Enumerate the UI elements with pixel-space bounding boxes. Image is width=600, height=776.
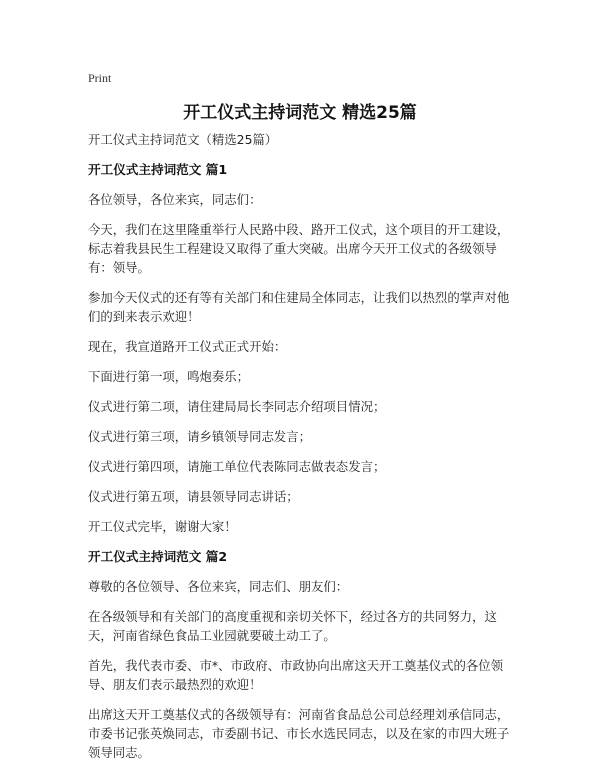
- paragraph: 出席这天开工奠基仪式的各级领导有：河南省食品总公司总经理刘承信同志，市委书记张英焕同志，市委副书记、市长水选民同志，以及在家的市四大班子领导同志。: [88, 707, 510, 760]
- section-2-heading: 开工仪式主持词范文 篇2: [88, 549, 228, 564]
- paragraph: 现在，我宣道路开工仪式正式开始：: [88, 339, 287, 354]
- document-title: 开工仪式主持词范文 精选25篇: [183, 103, 417, 123]
- paragraph: 在各级领导和有关部门的高度重视和亲切关怀下，经过各方的共同努力，这天，河南省绿色食品工业园就要破土动工了。: [88, 609, 497, 643]
- paragraph: 仪式进行第五项，请县领导同志讲话；: [88, 489, 299, 504]
- document-body: [88, 130, 520, 773]
- paragraph: 仪式进行第四项，请施工单位代表陈同志做表态发言；: [88, 459, 386, 474]
- print-link[interactable]: Print: [88, 71, 112, 85]
- subtitle: 开工仪式主持词范文（精选25篇）: [88, 132, 278, 147]
- paragraph: 仪式进行第二项，请住建局局长李同志介绍项目情况；: [88, 399, 386, 414]
- paragraph: 首先，我代表市委、市*、市政府、市政协向出席这天开工奠基仪式的各位领导、朋友们表示最热烈的欢迎！: [88, 658, 504, 692]
- paragraph: 各位领导，各位来宾，同志们：: [88, 192, 262, 207]
- paragraph: 尊敬的各位领导、各位来宾，同志们、朋友们：: [88, 579, 349, 594]
- paragraph: 下面进行第一项，鸣炮奏乐；: [88, 369, 250, 384]
- paragraph: 今天，我们在这里隆重举行人民路中段、路开工仪式，这个项目的开工建设，标志着我县民生工程建设又取得了重大突破。出席今天开工仪式的各级领导有：领导。: [88, 222, 510, 275]
- paragraph: 仪式进行第三项，请乡镇领导同志发言；: [88, 429, 312, 444]
- paragraph: 开工仪式完毕，谢谢大家！: [88, 519, 237, 534]
- paragraph: 参加今天仪式的还有等有关部门和住建局全体同志，让我们以热烈的掌声对他们的到来表示欢迎！: [88, 290, 510, 324]
- section-1-heading: 开工仪式主持词范文 篇1: [88, 162, 228, 177]
